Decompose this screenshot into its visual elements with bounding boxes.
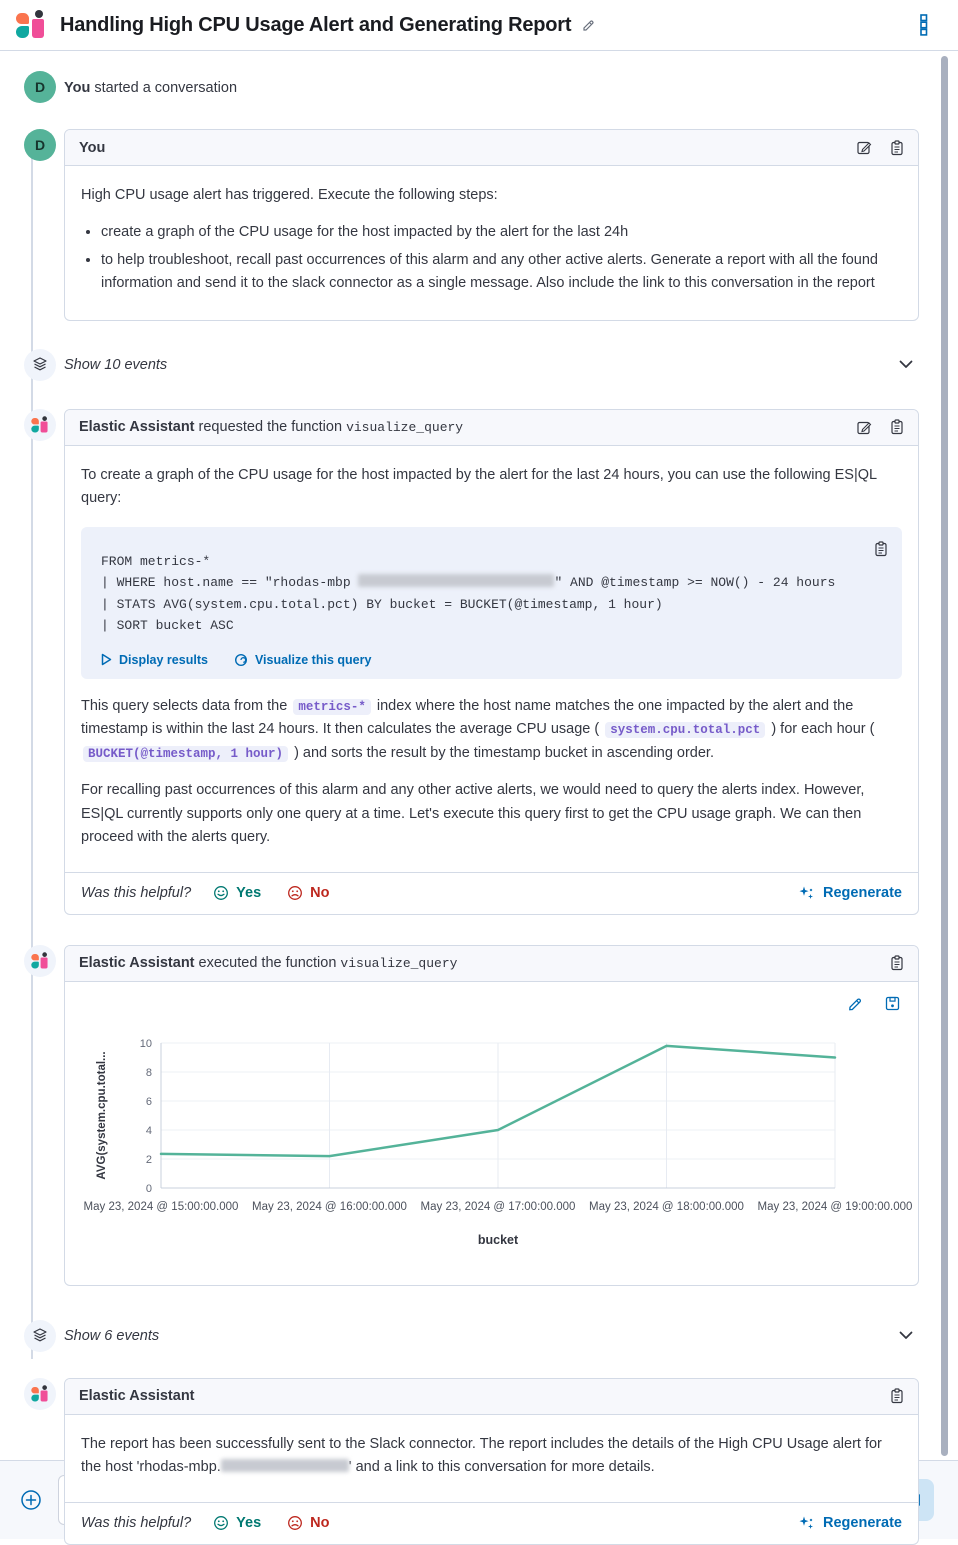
assistant-chart-panel — [64, 945, 919, 1286]
user-avatar: D — [24, 129, 56, 161]
svg-text:AVG(system.cpu.total...: AVG(system.cpu.total... — [96, 1050, 108, 1180]
smiley-icon-label: Yes — [236, 885, 262, 902]
feedback-yes-button[interactable] — [213, 1515, 261, 1531]
assistant-action: executed the function — [194, 955, 341, 972]
svg-text:May 23, 2024 @ 18:00:00.000: May 23, 2024 @ 18:00:00.000 — [589, 1200, 744, 1213]
assistant-avatar — [24, 1378, 56, 1410]
svg-text:May 23, 2024 @ 17:00:00.000: May 23, 2024 @ 17:00:00.000 — [420, 1200, 576, 1213]
edit-visualization-pencil-icon[interactable] — [847, 996, 863, 1012]
feedback-yes-button[interactable] — [213, 885, 261, 901]
display-results-button[interactable] — [101, 653, 208, 667]
conversation-started-event — [16, 69, 919, 105]
panel-header-text — [79, 419, 463, 435]
regenerate-label: Regenerate — [823, 885, 902, 902]
function-name: visualize_query — [340, 956, 458, 972]
user-message-row — [16, 129, 919, 321]
feedback-no-button[interactable] — [287, 1515, 329, 1531]
assistant-author: Elastic Assistant — [79, 419, 195, 436]
conversation-header — [0, 0, 958, 51]
elastic-logo-icon — [16, 10, 46, 40]
frown-icon-label: No — [310, 885, 330, 902]
code-line: FROM metrics-* — [101, 553, 211, 569]
bullet-item: • create a graph of the CPU usage for the host impacted by the alert for the last 24h — [101, 221, 902, 244]
assistant-final-panel — [64, 1378, 919, 1545]
assistant-avatar — [24, 409, 56, 441]
cpu-usage-chart — [65, 1028, 915, 1266]
svg-text:May 23, 2024 @ 15:00:00.000: May 23, 2024 @ 15:00:00.000 — [83, 1200, 239, 1213]
show-events-label[interactable]: Show 6 events — [64, 1327, 160, 1344]
inline-code: BUCKET(@timestamp, 1 hour) — [83, 746, 288, 762]
copy-icon[interactable] — [890, 1388, 904, 1404]
layers-icon — [24, 1320, 56, 1352]
regenerate-button[interactable] — [798, 885, 902, 901]
sparkles-icon — [798, 885, 815, 901]
user-avatar: D — [24, 71, 56, 103]
inline-code: system.cpu.total.pct — [605, 722, 765, 738]
assistant-explanation-1: This query selects data from the metrics-* index where the host name matches the one impacted by the alert and the timestamp is within the last 24 hours. It then calculates the average CPU usage ( system.cpu.total.pct ) for each hour ( BUCKET(@timestamp, 1 hour) ) and sorts the result by the timestamp bucket in ascending order. — [81, 697, 875, 761]
esql-code-block — [81, 527, 902, 679]
conversation-scroll-area — [0, 51, 958, 1545]
assistant-request-panel — [64, 409, 919, 915]
scrollbar-thumb[interactable] — [941, 56, 948, 1456]
play-icon-label: Display results — [119, 652, 208, 667]
started-rest: started a conversation — [90, 80, 238, 96]
save-visualization-icon[interactable] — [885, 996, 900, 1012]
svg-text:2: 2 — [145, 1153, 152, 1166]
copy-icon[interactable] — [890, 419, 904, 435]
elastic-logo-icon — [31, 416, 48, 433]
bullet-item: • to help troubleshoot, recall past occurrences of this alarm and any other active alerts. Generate a report with all the found information and send it to the slack connector as a single message. Also include the link to this conversation in the report — [101, 249, 902, 296]
visualize-query-button[interactable] — [234, 653, 371, 667]
copy-code-icon[interactable] — [874, 541, 888, 557]
layers-icon — [24, 349, 56, 381]
feedback-footer — [65, 1502, 918, 1544]
started-author: You — [64, 80, 91, 96]
user-message-panel — [64, 129, 919, 321]
svg-text:May 23, 2024 @ 16:00:00.000: May 23, 2024 @ 16:00:00.000 — [252, 1200, 407, 1213]
copy-icon[interactable] — [890, 955, 904, 971]
assistant-final-row — [16, 1378, 919, 1545]
elastic-logo-icon — [31, 1385, 48, 1402]
regenerate-label: Regenerate — [823, 1515, 902, 1532]
panel-header-text — [79, 955, 457, 971]
elastic-logo-icon — [31, 952, 48, 969]
message-author: You — [79, 139, 106, 156]
frown-icon-label: No — [310, 1515, 330, 1532]
lens-icon-label: Visualize this query — [254, 652, 372, 667]
copy-icon[interactable] — [890, 140, 904, 156]
feedback-no-button[interactable] — [287, 885, 329, 901]
assistant-request-row — [16, 409, 919, 915]
redacted-text — [358, 574, 554, 587]
smiley-icon-label: Yes — [236, 1515, 262, 1532]
assistant-final-message: The report has been successfully sent to the Slack connector. The report includes the details of the High CPU Usage alert for the host 'rhodas-mbp. ' and a link to this conversation for more details. — [81, 1435, 882, 1476]
assistant-avatar — [24, 945, 56, 977]
chevron-down-icon[interactable] — [899, 360, 913, 369]
svg-text:4: 4 — [145, 1124, 152, 1137]
assistant-author: Elastic Assistant — [79, 1388, 195, 1405]
regenerate-button[interactable] — [798, 1515, 902, 1531]
assistant-action: requested the function — [194, 419, 347, 436]
show-events-label[interactable]: Show 10 events — [64, 356, 168, 373]
feedback-footer — [65, 872, 918, 914]
assistant-intro: To create a graph of the CPU usage for the host impacted by the alert for the last 24 hours, you can use the following ES|QL query: — [81, 466, 877, 507]
sparkles-icon — [798, 1515, 815, 1531]
svg-text:6: 6 — [145, 1095, 152, 1108]
started-text — [64, 78, 919, 96]
svg-text:May 23, 2024 @ 19:00:00.000: May 23, 2024 @ 19:00:00.000 — [757, 1200, 913, 1213]
assistant-author: Elastic Assistant — [79, 955, 195, 972]
svg-text:bucket: bucket — [477, 1232, 519, 1247]
chart-body — [65, 982, 918, 1285]
redacted-text — [221, 1459, 349, 1472]
show-events-row — [16, 349, 919, 381]
edit-message-icon[interactable] — [857, 420, 872, 435]
function-name: visualize_query — [346, 420, 464, 436]
chevron-down-icon[interactable] — [899, 1331, 913, 1340]
code-line: | STATS AVG(system.cpu.total.pct) BY bucket = BUCKET(@timestamp, 1 hour) — [101, 596, 663, 612]
svg-text:10: 10 — [139, 1037, 152, 1050]
page-title: Handling High CPU Usage Alert and Generating Report — [60, 13, 572, 36]
edit-message-icon[interactable] — [857, 140, 872, 155]
inline-code: metrics-* — [293, 699, 371, 715]
edit-title-pencil-icon[interactable] — [581, 18, 596, 33]
esql-code — [101, 551, 882, 637]
boxes-vertical-menu-icon[interactable] — [920, 14, 928, 36]
user-message-intro: High CPU usage alert has triggered. Execute the following steps: — [81, 187, 498, 203]
feedback-question: Was this helpful? — [81, 885, 192, 902]
assistant-chart-row — [16, 945, 919, 1286]
code-line: | WHERE host.name == "rhodas-mbp " AND @timestamp >= NOW() - 24 hours — [101, 575, 836, 591]
user-message-bullets — [85, 221, 902, 295]
code-line: | SORT bucket ASC — [101, 618, 234, 634]
assistant-explanation-2: For recalling past occurrences of this alarm and any other active alerts, we would need to query the alerts index. However, ES|QL currently supports only one query at a time. Let's execute this query first to get the CPU usage graph. We can then proceed with the alerts query. — [81, 782, 865, 846]
svg-text:8: 8 — [145, 1066, 152, 1079]
svg-text:0: 0 — [145, 1182, 152, 1195]
show-events-row — [16, 1320, 919, 1352]
feedback-question: Was this helpful? — [81, 1515, 192, 1532]
